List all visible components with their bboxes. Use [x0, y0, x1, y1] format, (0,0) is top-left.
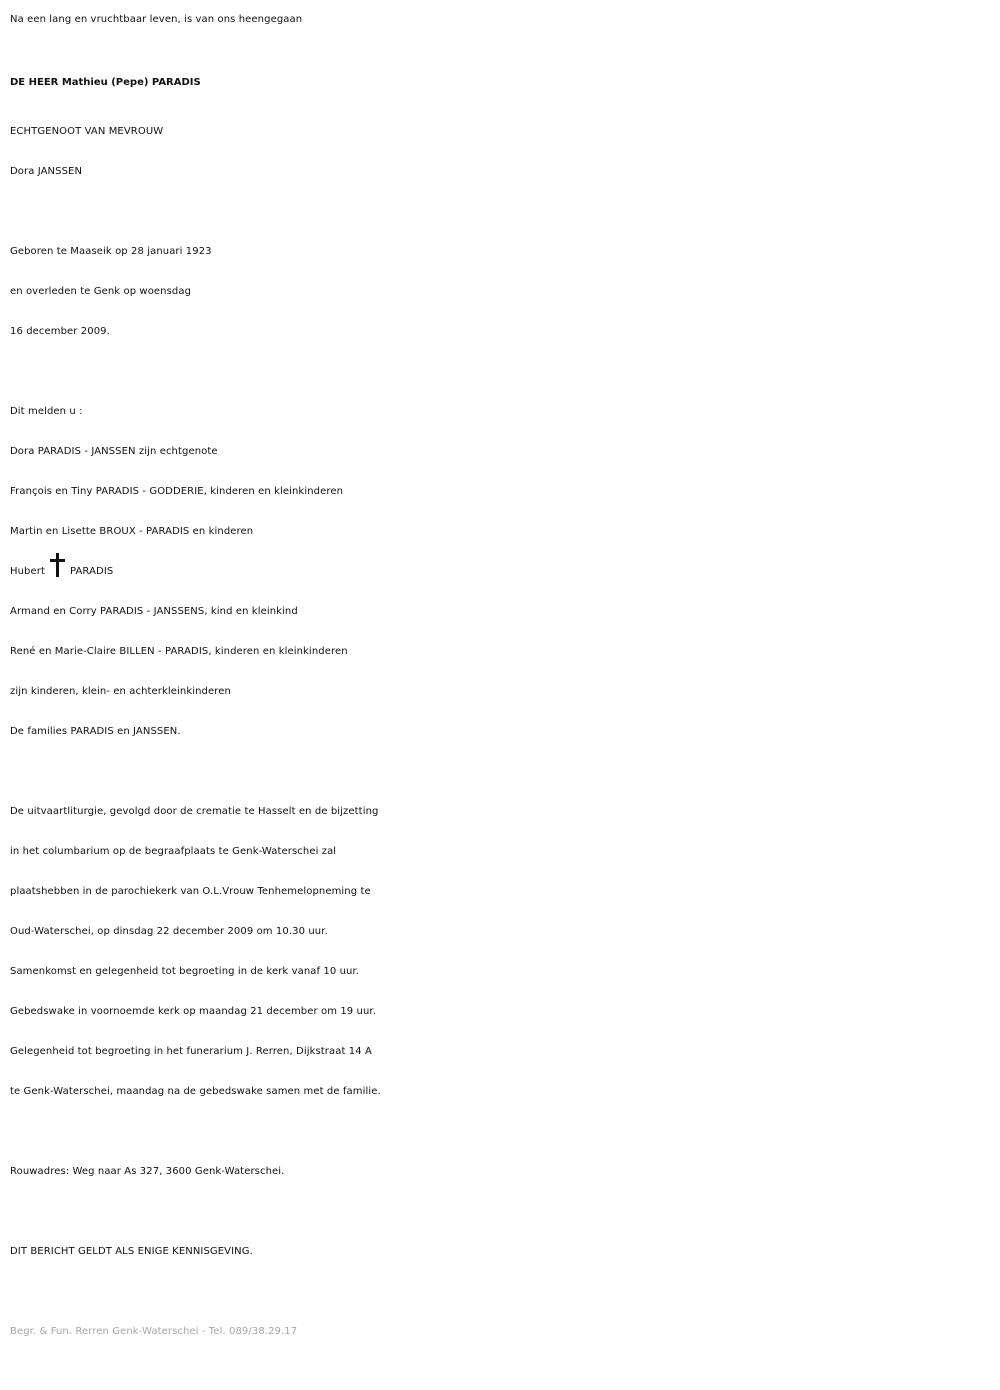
spacer	[10, 352, 990, 392]
intro-text: Na een lang en vruchtbaar leven, is van ons heengegaan	[10, 14, 303, 25]
ceremony-line: plaatshebben in de parochiekerk van O.L.Vrouw Tenhemelopneming te	[10, 886, 371, 897]
family-heading: Dit melden u :	[10, 406, 83, 417]
family-line: François en Tiny PARADIS - GODDERIE, kinderen en kleinkinderen	[10, 486, 344, 497]
spacer	[10, 192, 990, 232]
birth-line: Geboren te Maaseik op 28 januari 1923	[10, 246, 212, 257]
family-line: zijn kinderen, klein- en achterkleinkinderen	[10, 686, 231, 697]
spacer	[10, 752, 990, 792]
death-date: 16 december 2009.	[10, 326, 110, 337]
death-notice	[10, 0, 990, 1352]
family-line: Martin en Lisette BROUX - PARADIS en kinderen	[10, 526, 254, 537]
spouse-name: Dora JANSSEN	[10, 166, 83, 177]
notice-statement: DIT BERICHT GELDT ALS ENIGE KENNISGEVING.	[10, 1246, 253, 1257]
ceremony-line: Oud-Waterschei, op dinsdag 22 december 2009 om 10.30 uur.	[10, 926, 328, 937]
ceremony-line: te Genk-Waterschei, maandag na de gebedswake samen met de familie.	[10, 1086, 381, 1097]
death-line: en overleden te Genk op woensdag	[10, 286, 192, 297]
spacer	[10, 1192, 990, 1232]
family-line: Dora PARADIS - JANSSEN zijn echtgenote	[10, 446, 218, 457]
family-member-surname: PARADIS	[70, 566, 114, 577]
mourning-address: Rouwadres: Weg naar As 327, 3600 Genk-Waterschei.	[10, 1166, 285, 1177]
spouse-title: ECHTGENOOT VAN MEVROUW	[10, 126, 164, 137]
latin-cross-icon	[50, 553, 64, 577]
spacer	[10, 1272, 990, 1312]
ceremony-line: in het columbarium op de begraafplaats te Genk-Waterschei zal	[10, 846, 337, 857]
family-line: René en Marie-Claire BILLEN - PARADIS, kinderen en kleinkinderen	[10, 646, 348, 657]
spacer	[10, 1112, 990, 1152]
ceremony-line: Samenkomst en gelegenheid tot begroeting in de kerk vanaf 10 uur.	[10, 966, 360, 977]
ceremony-line: Gebedswake in voornoemde kerk op maandag 21 december om 19 uur.	[10, 1006, 376, 1017]
family-line	[10, 552, 990, 592]
deceased-name: DE HEER Mathieu (Pepe) PARADIS	[10, 77, 201, 88]
family-line: Armand en Corry PARADIS - JANSSENS, kind en kleinkind	[10, 606, 298, 617]
ceremony-line: Gelegenheid tot begroeting in het funerarium J. Rerren, Dijkstraat 14 A	[10, 1046, 372, 1057]
ceremony-line: De uitvaartliturgie, gevolgd door de crematie te Hasselt en de bijzetting	[10, 806, 379, 817]
family-member-first-name: Hubert	[10, 566, 45, 577]
family-line: De families PARADIS en JANSSEN.	[10, 726, 181, 737]
funeral-home-footer: Begr. & Fun. Rerren Genk-Waterschei - Tel. 089/38.29.17	[10, 1326, 298, 1337]
